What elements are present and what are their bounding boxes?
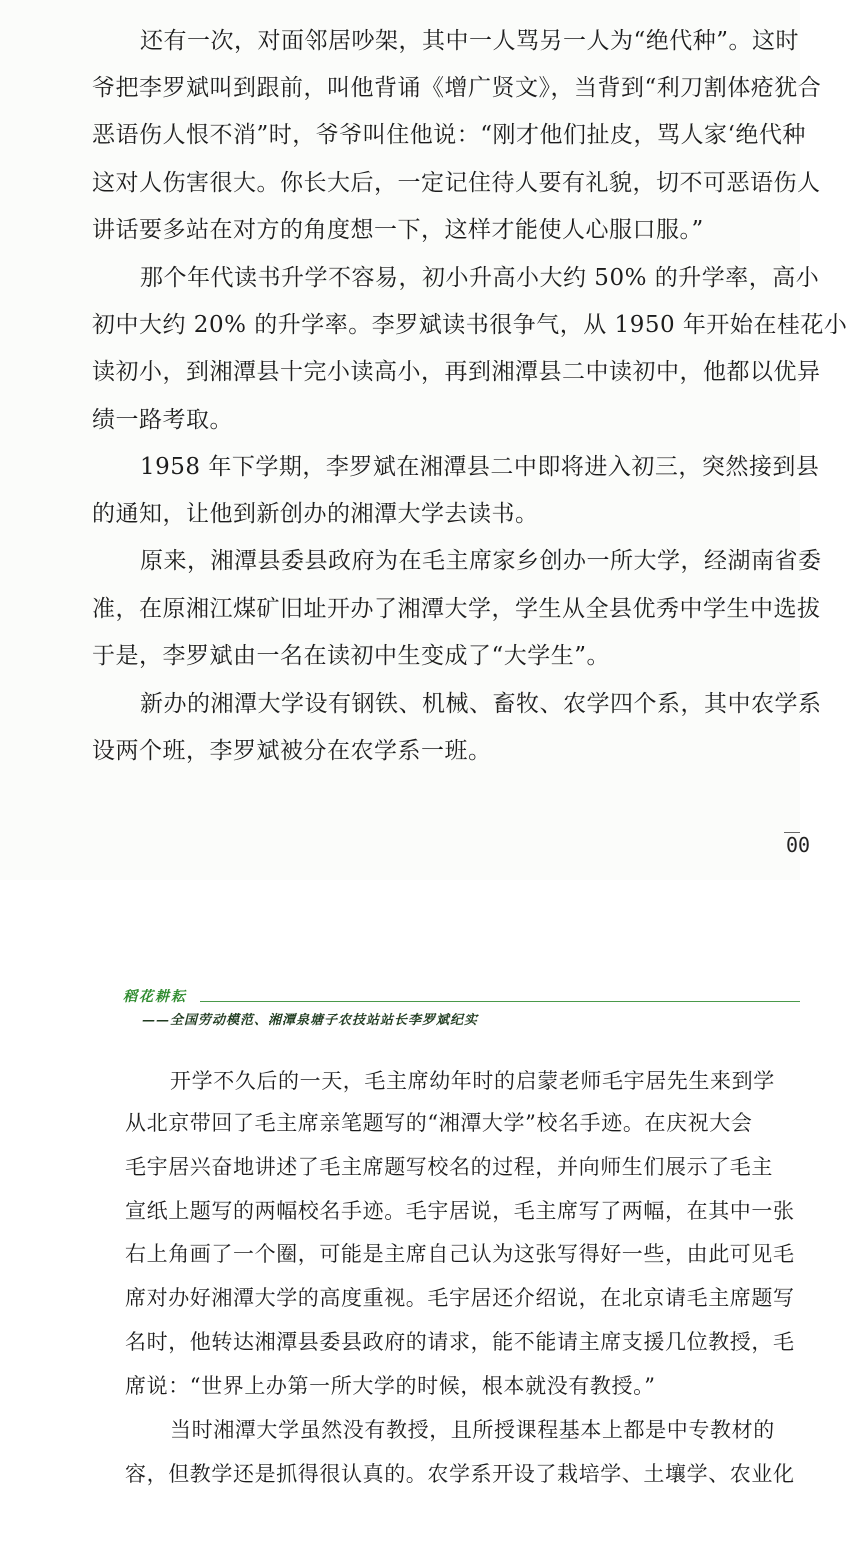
- text-line: 新办的湘潭大学设有钢铁、机械、畜牧、农学四个系，其中农学系: [140, 691, 822, 717]
- text-line: 开学不久后的一天，毛主席幼年时的启蒙老师毛宇居先生来到学: [170, 1069, 775, 1093]
- text-line: 还有一次，对面邻居吵架，其中一人骂另一人为“绝代种”。这时: [140, 28, 800, 54]
- text-line: 那个年代读书升学不容易，初小升高小大约 50% 的升学率，高小: [140, 265, 820, 291]
- text-line: 宣纸上题写的两幅校名手迹。毛宇居说，毛主席写了两幅，在其中一张: [125, 1199, 795, 1223]
- page-number: 00: [786, 833, 811, 857]
- text-line: 读初小，到湘潭县十完小读高小，再到湘潭县二中读初中，他都以优异: [92, 359, 821, 385]
- text-line: 爷把李罗斌叫到跟前，叫他背诵《增广贤文》，当背到“利刀割体疮犹合: [92, 75, 822, 101]
- text-line: 的通知，让他到新创办的湘潭大学去读书。: [92, 501, 539, 527]
- text-line: 原来，湘潭县委县政府为在毛主席家乡创办一所大学，经湖南省委: [140, 548, 822, 574]
- page-gap: [0, 880, 800, 940]
- text-line: 这对人伤害很大。你长大后，一定记住待人要有礼貌，切不可恶语伤人: [92, 170, 821, 196]
- text-line: 席说：“世界上办第一所大学的时候，根本就没有教授。”: [125, 1374, 656, 1398]
- text-line: 容，但教学还是抓得很认真的。农学系开设了栽培学、土壤学、农业化: [125, 1462, 795, 1486]
- running-header-title: 稻花耕耘: [123, 989, 187, 1005]
- text-line: 初中大约 20% 的升学率。李罗斌读书很争气，从 1950 年开始在桂花小: [92, 312, 847, 338]
- text-line: 设两个班，李罗斌被分在农学系一班。: [92, 738, 492, 764]
- text-line: 1958 年下学期，李罗斌在湘潭县二中即将进入初三，突然接到县: [140, 454, 820, 480]
- text-line: 于是，李罗斌由一名在读初中生变成了“大学生”。: [92, 643, 611, 669]
- text-line: 恶语伤人恨不消”时，爷爷叫住他说：“刚才他们扯皮，骂人家‘绝代种: [92, 122, 806, 148]
- running-header-subtitle: ——全国劳动模范、湘潭泉塘子农技站站长李罗斌纪实: [142, 1013, 479, 1028]
- text-line: 席对办好湘潭大学的高度重视。毛宇居还介绍说，在北京请毛主席题写: [125, 1286, 795, 1310]
- text-line: 绩一路考取。: [92, 407, 233, 433]
- text-line: 右上角画了一个圈，可能是主席自己认为这张写得好一些，由此可见毛: [125, 1242, 795, 1266]
- text-line: 从北京带回了毛主席亲笔题写的“湘潭大学”校名手迹。在庆祝大会: [125, 1111, 753, 1135]
- text-line: 准，在原湘江煤矿旧址开办了湘潭大学，学生从全县优秀中学生中选拔: [92, 596, 821, 622]
- text-line: 讲话要多站在对方的角度想一下，这样才能使人心服口服。”: [92, 217, 704, 243]
- text-line: 当时湘潭大学虽然没有教授，且所授课程基本上都是中专教材的: [170, 1418, 775, 1442]
- text-line: 毛宇居兴奋地讲述了毛主席题写校名的过程，并向师生们展示了毛主: [125, 1155, 773, 1179]
- lower-book-page: [0, 940, 800, 1546]
- running-header-rule: [200, 1001, 800, 1002]
- text-line: 名时，他转达湘潭县委县政府的请求，能不能请主席支援几位教授，毛: [125, 1330, 795, 1354]
